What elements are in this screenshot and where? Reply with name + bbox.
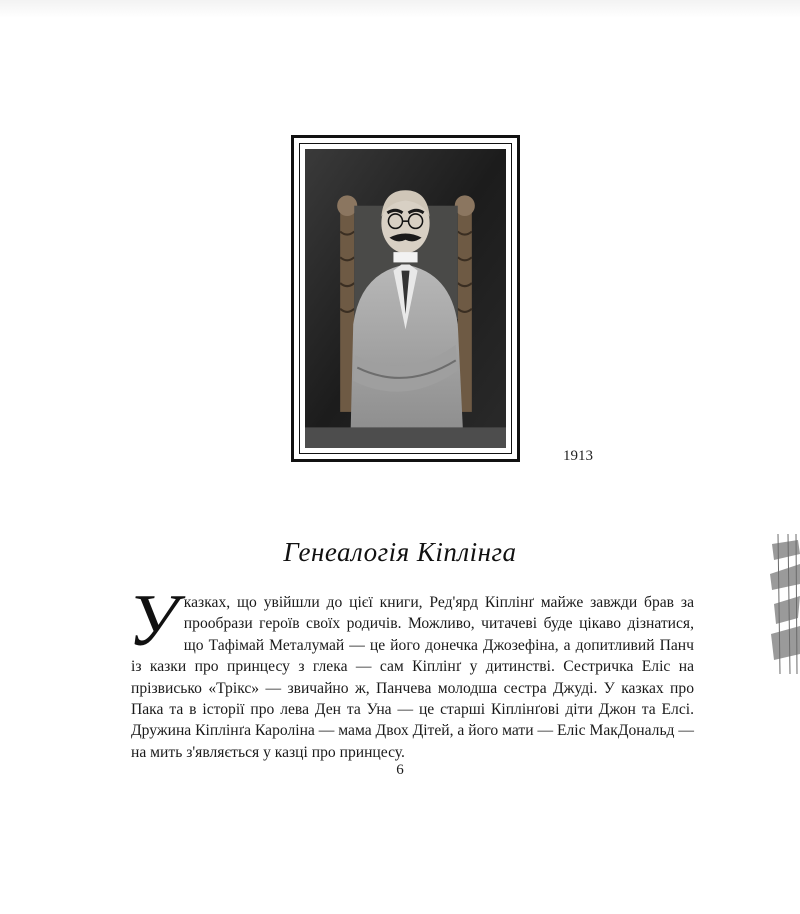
page-number: 6 [396, 762, 404, 778]
adjacent-page-illustration [768, 534, 800, 674]
chapter-title: Генеалогія Кіплінга [283, 537, 517, 567]
article-body [128, 580, 694, 763]
body-paragraph: казках, що увійшли до цієї книги, Ред'ярд Кіплінґ майже завжди брав за прообрази героїв своїх родичів. Можливо, читачеві буде цікаво дізнатися, що Тафімай Металумай — це його донечка Джозефіна, а допитливий Панч із казки про принцесу з глека — сам Кіплінґ у дитинстві. Сестричка Еліс на прізвисько «Трікс» — звичайно ж, Панчева молодша сестра Джуді. У казках про Пака та в історії про лева Ден та Уна — це старші Кіплінґові діти Джон та Елсі. Дружина Кіплінґа Кароліна — мама Двох Дітей, а його мати — Еліс МакДональд — на мить з'являється у казці про принцесу. [131, 594, 694, 761]
drop-cap: У [128, 580, 178, 662]
portrait-frame [291, 135, 520, 462]
portrait-caption-year: 1913 [563, 448, 593, 464]
adjacent-page-bleed [0, 0, 800, 18]
kipling-portrait-image [305, 149, 506, 448]
portrait-photo [299, 143, 512, 454]
